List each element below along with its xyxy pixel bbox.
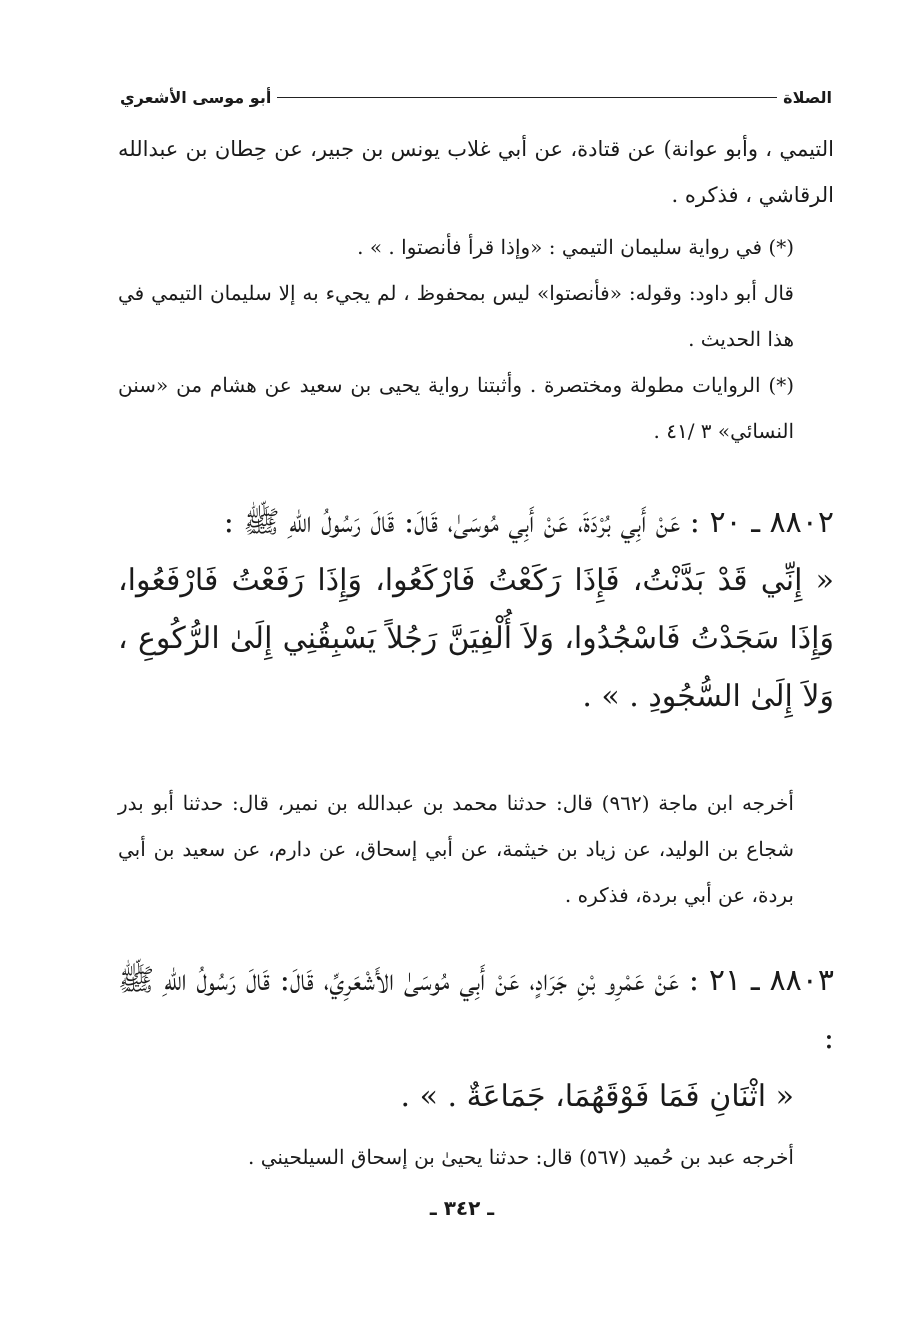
paragraph-text: التيمي ، وأبو عوانة) عن قتادة، عن أبي غلاب يونس بن جبير، عن حِطان بن عبدالله الرقاشي ، فذكره .	[118, 137, 834, 207]
header-rule	[277, 97, 777, 98]
hadith-text: « اثْنَانِ فَمَا فَوْقَهُمَا، جَمَاعَةٌ . » .	[400, 1079, 794, 1114]
takhrij-8802	[118, 780, 834, 918]
page-number: ـ ٣٤٢ ـ	[429, 1196, 495, 1220]
footnote-1: (*) في رواية سليمان التيمي : «وإذا قرأ فأنصتوا . » .	[357, 235, 794, 259]
running-header	[120, 82, 832, 112]
footnote-2: قال أبو داود: وقوله: «فأنصتوا» ليس بمحفوظ ، لم يجيء به إلا سليمان التيمي في هذا الحديث .	[118, 281, 794, 351]
takhrij-text: أخرجه عبد بن حُميد (٥٦٧) قال: حدثنا يحيىٰ بن إسحاق السيلحيني .	[248, 1145, 794, 1169]
hadith-8803	[118, 952, 834, 1126]
footnote-3: (*) الروايات مطولة ومختصرة . وأثبتنا رواية يحيى بن سعيد عن هشام من «سنن النسائي» ٣ /٤١ .	[118, 373, 794, 443]
header-section-title: أبو موسى الأشعري	[120, 87, 272, 107]
footnote-block	[118, 224, 834, 454]
hadith-text: « إِنِّي قَدْ بَدَّنْتُ، فَإِذَا رَكَعْتُ فَارْكَعُوا، وَإِذَا رَفَعْتُ فَارْفَعُوا، وَإِذَا سَجَدْتُ فَاسْجُدُوا، وَلاَ أُلْفِيَنَّ رَجُلاً يَسْبِقُنِي إِلَىٰ الرُّكُوعِ ، وَلاَ إِلَىٰ السُّجُودِ . » .	[118, 563, 834, 714]
takhrij-8803	[118, 1134, 834, 1180]
continuation-paragraph	[118, 126, 834, 218]
header-chapter-title: الصلاة	[783, 87, 832, 107]
hadith-intro: ٨٨٠٣ ـ ٢١ : عَنْ عَمْرِو بْنِ جَرَادٍ، عَنْ أَبِي مُوسَىٰ الأَشْعَرِيِّ، قَالَ: قَالَ رَسُولُ اللهِ ﷺ :	[118, 963, 834, 1056]
takhrij-text: أخرجه ابن ماجة (٩٦٢) قال: حدثنا محمد بن عبدالله بن نمير، قال: حدثنا أبو بدر شجاع بن الوليد، عن زياد بن خيثمة، عن أبي إسحاق، عن دارم، عن سعيد بن أبي بردة، عن أبي بردة، فذكره .	[118, 791, 794, 907]
hadith-8802	[118, 494, 834, 726]
hadith-intro: ٨٨٠٢ ـ ٢٠ : عَنْ أَبِي بُرْدَةَ، عَنْ أَبِي مُوسَىٰ، قَالَ: قَالَ رَسُولُ اللهِ ﷺ :	[223, 505, 834, 540]
